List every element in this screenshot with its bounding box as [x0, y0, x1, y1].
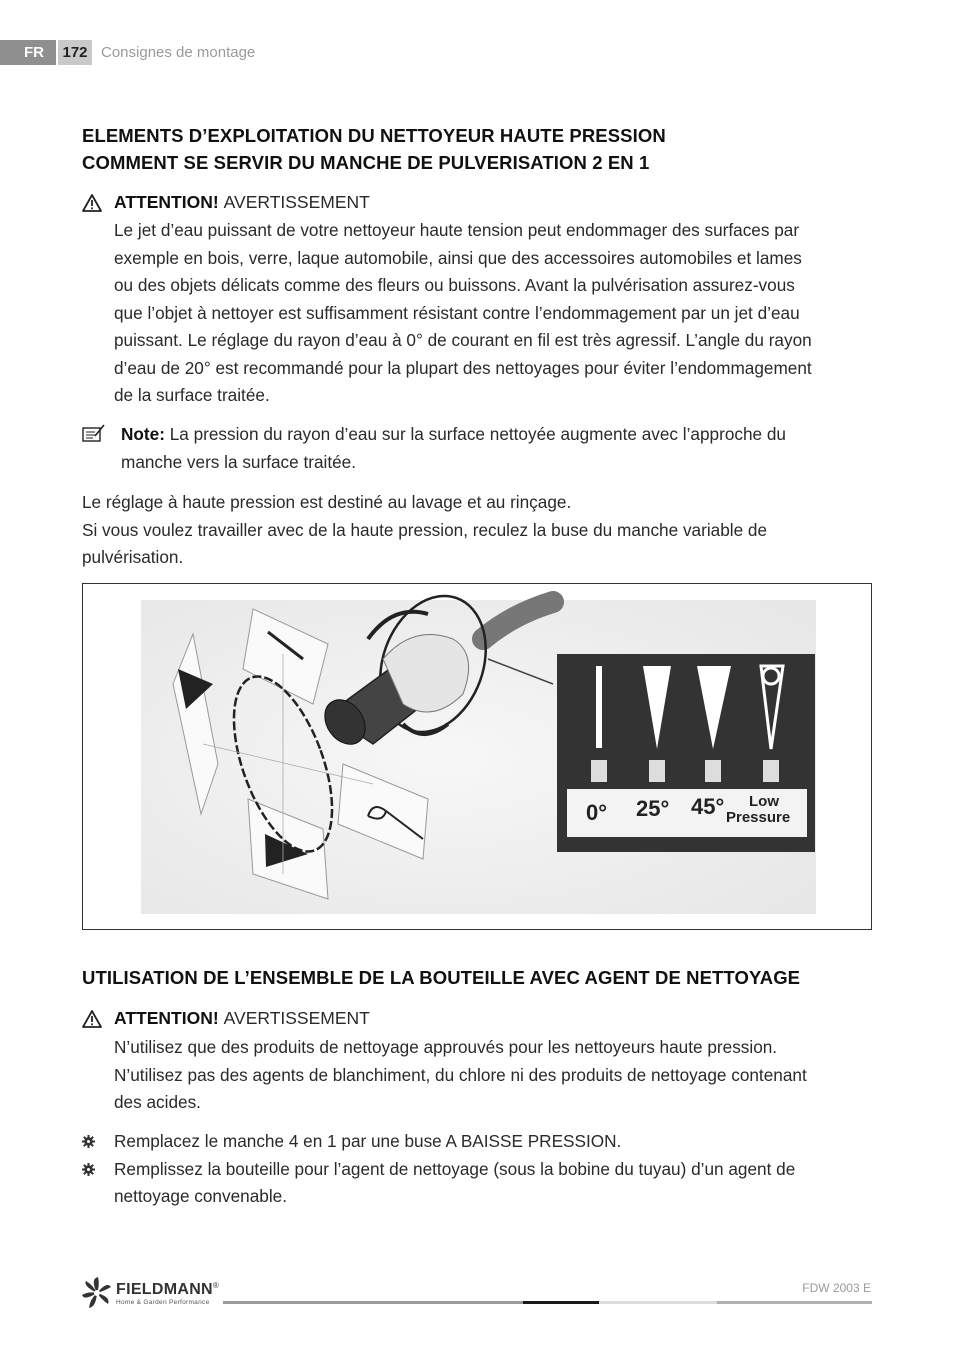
warning-1-label: ATTENTION! [114, 192, 219, 212]
paragraph-high-pressure [82, 489, 872, 572]
nozzle-diagram [83, 584, 871, 929]
warning-1-line: puissant. Le réglage du rayon d’eau à 0° de courant en fil est très agressif. L’angle du rayon [114, 330, 812, 350]
page-header [0, 40, 255, 65]
warning-1-line: exemple en bois, verre, laque automobile, ainsi que des accessoires automobiles et lames [114, 247, 802, 268]
angle-label-45: 45° [691, 794, 725, 819]
bullet-gear-icon [82, 1163, 95, 1176]
list-item-text: Remplacez le manche 4 en 1 par une buse A BAISSE PRESSION. [114, 1131, 622, 1151]
warning-triangle-icon [82, 194, 102, 212]
note-line: manche vers la surface traitée. [121, 451, 357, 472]
heading-operating-elements: ELEMENTS D’EXPLOITATION DU NETTOYEUR HAUTE PRESSION [82, 125, 666, 146]
note-text [121, 421, 881, 476]
warning-1-line: de la surface traitée. [114, 385, 270, 405]
heading-spray-handle: COMMENT SE SERVIR DU MANCHE DE PULVERISATION 2 EN 1 [82, 152, 650, 173]
warning-triangle-icon [82, 1010, 102, 1028]
brand-name: FIELDMANN [116, 1280, 213, 1298]
warning-2-line: N’utilisez pas des agents de blanchiment, du chlore ni des produits de nettoyage contenant [114, 1064, 807, 1085]
warning-1-body [114, 217, 894, 410]
fieldmann-logo [82, 1277, 219, 1309]
note-line: La pression du rayon d’eau sur la surface nettoyée augmente avec l’approche du [164, 424, 786, 444]
nozzle-illustration [82, 583, 872, 930]
brand-tagline: Home & Garden Performance [116, 1298, 210, 1306]
model-code: FDW 2003 E [802, 1281, 871, 1295]
list-item-text: nettoyage convenable. [114, 1186, 287, 1206]
instruction-list [82, 1128, 872, 1211]
list-item-text: Remplissez la bouteille pour l’agent de nettoyage (sous la bobine du tuyau) d’un agent de [114, 1158, 796, 1179]
paragraph-line: Le réglage à haute pression est destiné au lavage et au rinçage. [82, 492, 572, 512]
low-label: Low [749, 793, 779, 810]
warning-2-body [114, 1034, 894, 1117]
bullet-gear-icon [82, 1135, 95, 1148]
note-pencil-icon [82, 423, 106, 445]
pressure-label: Pressure [726, 809, 791, 826]
warning-2-label: ATTENTION! [114, 1008, 219, 1028]
page-number: 172 [58, 40, 92, 65]
footer-rule-segment [523, 1301, 599, 1304]
section-title: Consignes de montage [101, 44, 256, 61]
warning-1-line: que l’objet à nettoyer est suffisamment résistant contre l’endommagement par un jet d’eau [114, 302, 800, 323]
footer-rule-segment [717, 1301, 872, 1304]
note-block [82, 421, 872, 477]
list-item [82, 1128, 872, 1156]
warning-1-line: Le jet d’eau puissant de votre nettoyeur haute tension peut endommager des surfaces par [114, 220, 800, 240]
heading-cleaning-bottle: UTILISATION DE L’ENSEMBLE DE LA BOUTEILLE AVEC AGENT DE NETTOYAGE [82, 967, 801, 988]
footer-rule-segment [223, 1301, 523, 1304]
warning-2-line: des acides. [114, 1092, 201, 1112]
angle-label-25: 25° [636, 796, 670, 821]
warning-2-title [82, 1008, 370, 1029]
note-label: Note: [121, 424, 165, 444]
warning-1-line: d’eau de 20° est recommandé pour la plupart des nettoyages pour éviter l’endommagement [114, 357, 812, 378]
fieldmann-flower-icon [82, 1277, 112, 1309]
warning-1-title [82, 192, 370, 213]
warning-1-heading: AVERTISSEMENT [223, 192, 370, 212]
list-item [82, 1156, 872, 1211]
warning-1-line: ou des objets délicats comme des fleurs ou buissons. Avant la pulvérisation assurez-vous [114, 275, 795, 295]
paragraph-line: Si vous voulez travailler avec de la haute pression, reculez la buse du manche variable de [82, 519, 768, 540]
paragraph-line: pulvérisation. [82, 547, 184, 567]
language-tab: FR [0, 40, 56, 65]
footer-rule-segment [599, 1301, 717, 1304]
warning-2-line: N’utilisez que des produits de nettoyage approuvés pour les nettoyeurs haute pression. [114, 1037, 778, 1057]
angle-label-0: 0° [586, 800, 608, 825]
brand-registered: ® [212, 1280, 219, 1290]
warning-2-heading: AVERTISSEMENT [223, 1008, 370, 1028]
